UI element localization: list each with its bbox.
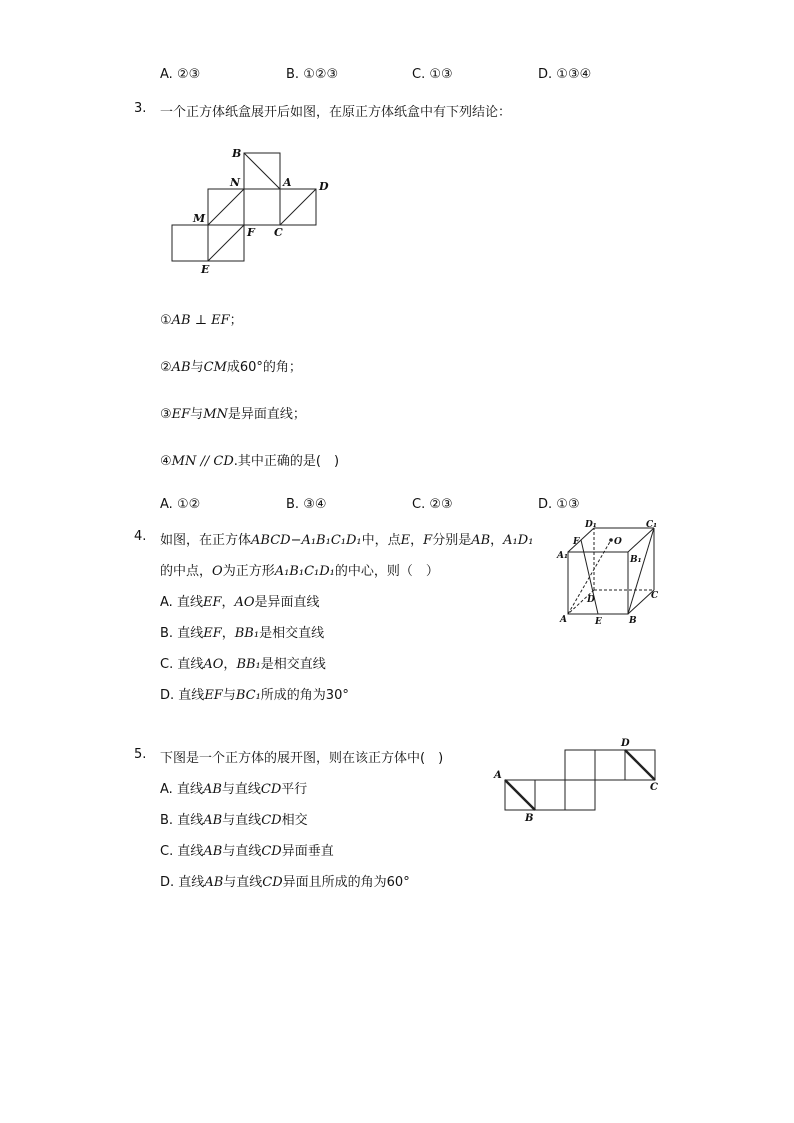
q5-option-b[interactable]: B. 直线AB与直线CD相交: [160, 813, 308, 828]
q2-option-a[interactable]: A. ②③: [160, 67, 201, 82]
q5-option-c[interactable]: C. 直线AB与直线CD异面垂直: [160, 844, 334, 859]
q3-statement-1: ①AB ⊥ EF；: [160, 313, 243, 328]
q5-label-a: A: [494, 770, 502, 781]
q5-cube-net-figure: [490, 736, 670, 826]
q3-statement-3: ③EF与MN是异面直线；: [160, 407, 306, 422]
q4-label-f: F: [573, 537, 580, 547]
q2-option-b[interactable]: B. ①②③: [286, 67, 339, 82]
q4-label-a: A: [560, 615, 567, 625]
q3-label-n: N: [230, 176, 241, 189]
q4-label-a1: A₁: [557, 551, 568, 561]
q2-option-d[interactable]: D. ①③④: [538, 67, 592, 82]
q5-option-a[interactable]: A. 直线AB与直线CD平行: [160, 782, 308, 797]
q3-label-a: A: [283, 176, 292, 189]
q3-stem: 一个正方体纸盒展开后如图，在原正方体纸盒中有下列结论：: [160, 105, 512, 120]
q5-label-b: B: [525, 813, 534, 824]
q3-label-f: F: [247, 226, 255, 239]
q4-label-c: C: [651, 591, 659, 601]
q4-cube-figure: [554, 516, 666, 628]
q3-number: 3.: [134, 101, 147, 116]
q4-option-d[interactable]: D. 直线EF与BC₁所成的角为30°: [160, 688, 349, 703]
q4-option-c[interactable]: C. 直线AO，BB₁是相交直线: [160, 657, 326, 672]
q3-label-c: C: [274, 226, 283, 239]
q4-label-d: D: [587, 595, 595, 605]
q2-option-c[interactable]: C. ①③: [412, 67, 453, 82]
q4-number: 4.: [134, 529, 147, 544]
q4-stem-line2: 的中点，O为正方形A₁B₁C₁D₁的中心，则（ ）: [160, 564, 439, 579]
q3-cube-net-figure: [160, 140, 360, 280]
q3-option-b[interactable]: B. ③④: [286, 497, 327, 512]
q4-stem-line1: 如图，在正方体ABCD−A₁B₁C₁D₁中，点E，F分别是AB，A₁D₁: [160, 533, 534, 548]
q4-option-b[interactable]: B. 直线EF，BB₁是相交直线: [160, 626, 325, 641]
q3-option-d[interactable]: D. ①③: [538, 497, 580, 512]
q5-stem: 下图是一个正方体的展开图，则在该正方体中( ): [160, 751, 444, 766]
q3-label-m: M: [193, 212, 206, 225]
q3-statement-4: ④MN // CD.其中正确的是( ): [160, 454, 340, 469]
q3-label-e: E: [201, 263, 210, 276]
q4-label-d1: D₁: [585, 520, 597, 530]
q4-label-e: E: [595, 617, 602, 627]
q3-option-a[interactable]: A. ①②: [160, 497, 201, 512]
q3-option-c[interactable]: C. ②③: [412, 497, 453, 512]
q4-label-b1: B₁: [630, 555, 642, 565]
q5-option-d[interactable]: D. 直线AB与直线CD异面且所成的角为60°: [160, 875, 410, 890]
q4-label-c1: C₁: [646, 520, 658, 530]
q3-label-b: B: [232, 147, 242, 160]
q5-label-d: D: [621, 738, 630, 749]
q4-option-a[interactable]: A. 直线EF，AO是异面直线: [160, 595, 320, 610]
q5-number: 5.: [134, 747, 147, 762]
q4-label-b: B: [629, 616, 637, 626]
q3-statement-2: ②AB与CM成60°的角；: [160, 360, 302, 375]
q5-label-c: C: [650, 782, 658, 793]
q4-label-o: O: [614, 537, 622, 547]
q3-label-d: D: [319, 180, 329, 193]
